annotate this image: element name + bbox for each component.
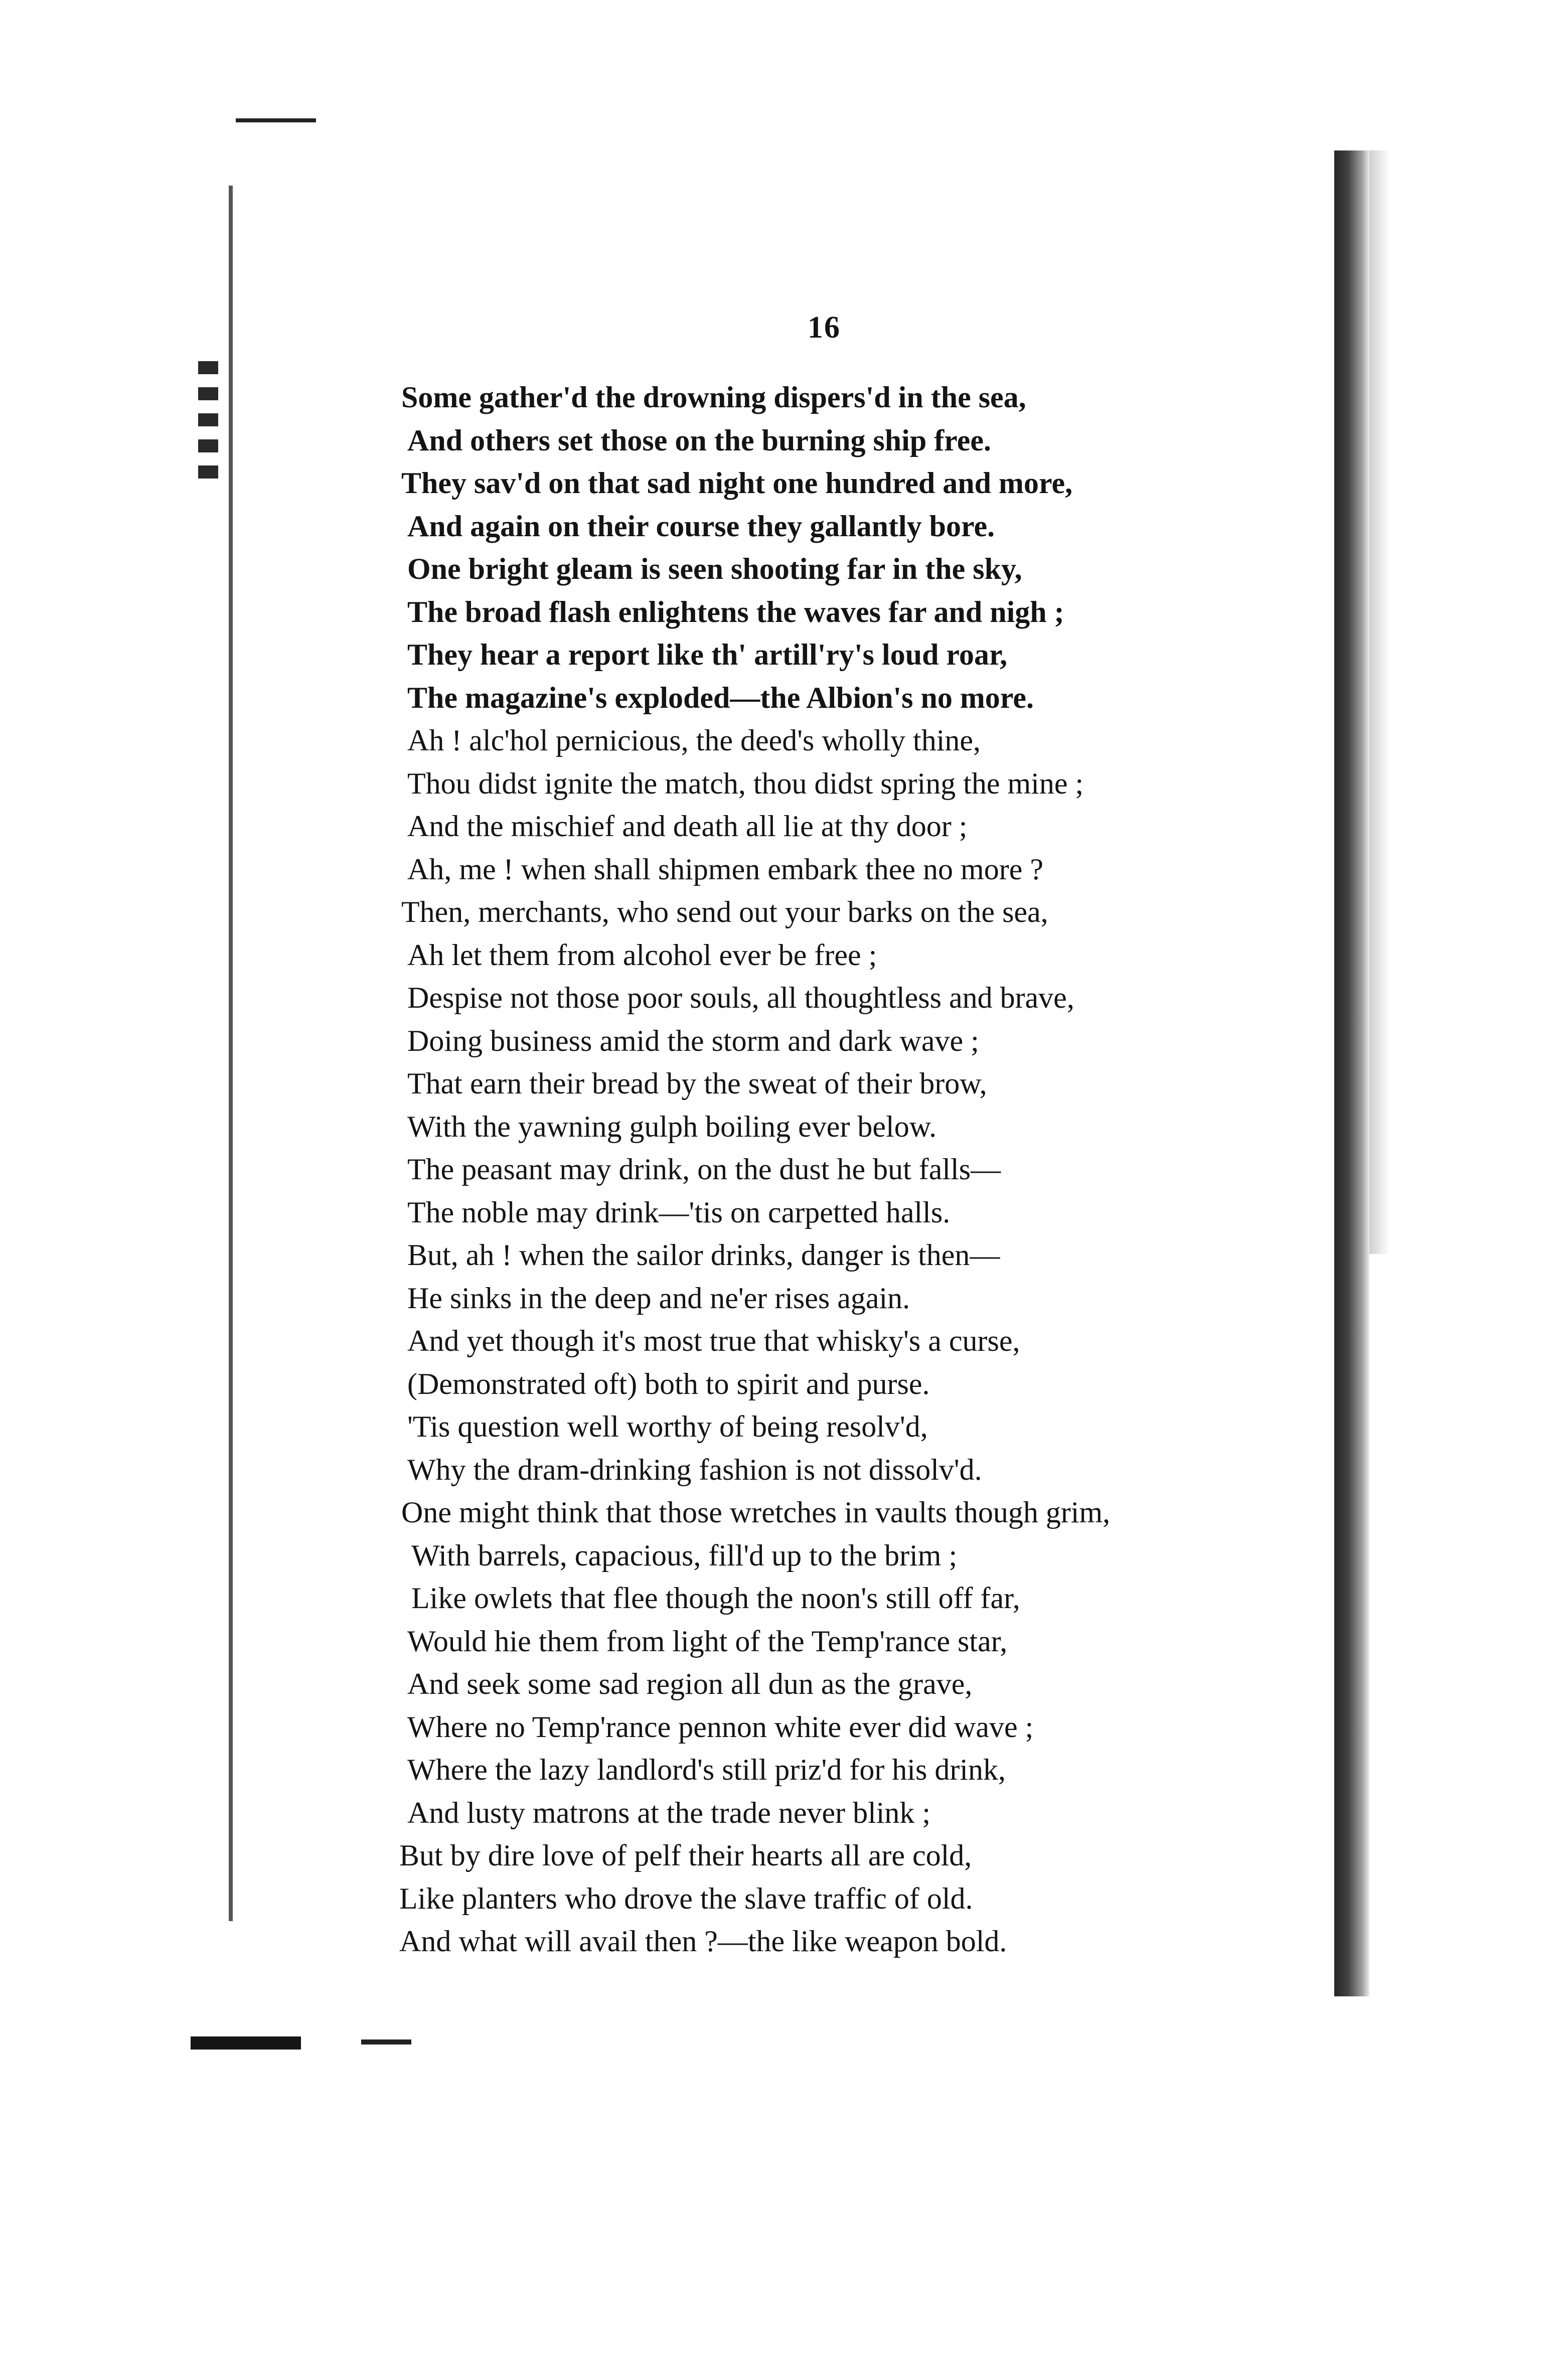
poem-line: That earn their bread by the sweat of their brow, [407,1067,987,1100]
poem-line: One might think that those wretches in vaults though grim, [401,1496,1111,1529]
poem-line: Ah, me ! when shall shipmen embark thee no more ? [407,852,1043,886]
scan-edge-right-fade [1369,150,1389,1254]
poem-line: Then, merchants, who send out your barks on the sea, [401,895,1048,928]
poem-line: One bright gleam is seen shooting far in the sky, [407,552,1022,585]
poem-line: The broad flash enlightens the waves far and nigh ; [407,595,1064,628]
poem-line: They sav'd on that sad night one hundred and more, [401,466,1073,500]
poem-line: 'Tis question well worthy of being resolv'd, [407,1410,928,1443]
poem-line: Thou didst ignite the match, thou didst spring the mine ; [407,766,1084,800]
scan-edge-left [229,186,233,1921]
poem-line: (Demonstrated oft) both to spirit and purse. [407,1367,930,1400]
poem-line: And lusty matrons at the trade never blink ; [407,1796,931,1829]
poem-line: And seek some sad region all dun as the grave, [407,1667,973,1700]
poem-line: Some gather'd the drowning dispers'd in the sea, [401,381,1026,414]
poem-line: With the yawning gulph boiling ever below. [407,1110,937,1143]
poem-line: Ah ! alc'hol pernicious, the deed's wholly thine, [407,724,981,757]
poem-line: And the mischief and death all lie at thy door ; [407,810,968,843]
poem-line: Would hie them from light of the Temp'rance star, [407,1624,1008,1658]
poem-line: And again on their course they gallantly bore. [407,509,995,543]
scan-edge-bottom-mark [361,2039,411,2045]
poem-line: But, ah ! when the sailor drinks, danger is then— [407,1238,1000,1272]
poem-line: The magazine's exploded—the Albion's no more. [407,681,1034,714]
poem-line: And what will avail then ?—the like weapon bold. [399,1925,1007,1958]
poem-line: And yet though it's most true that whisky's a curse, [407,1324,1020,1357]
poem-line: They hear a report like th' artill'ry's loud roar, [407,638,1008,671]
poem-line: The noble may drink—'tis on carpetted halls. [407,1195,951,1229]
poem-line: Like owlets that flee though the noon's still off far, [411,1582,1020,1615]
scan-edge-left-marks [198,361,218,482]
poem-line: And others set those on the burning ship free. [407,423,991,457]
poem-line: Where no Temp'rance pennon white ever did wave ; [407,1710,1034,1744]
poem-line: Where the lazy landlord's still priz'd for his drink, [407,1753,1006,1786]
poem-text [401,376,1284,1963]
scan-edge-top [236,118,316,122]
poem-line: The peasant may drink, on the dust he but falls— [407,1153,1001,1186]
poem-line: Ah let them from alcohol ever be free ; [407,938,877,972]
scan-edge-right [1334,150,1369,1996]
page-number: 16 [808,310,841,345]
poem-line: But by dire love of pelf their hearts all are cold, [399,1839,972,1872]
poem-line: With barrels, capacious, fill'd up to the brim ; [411,1538,958,1572]
poem-line: Why the dram-drinking fashion is not dissolv'd. [407,1453,982,1486]
poem-line: Like planters who drove the slave traffic of old. [399,1881,973,1915]
poem-line: He sinks in the deep and ne'er rises again. [407,1281,910,1315]
poem-line: Doing business amid the storm and dark wave ; [407,1024,979,1057]
scan-edge-bottom [191,2036,301,2050]
poem-line: Despise not those poor souls, all thoughtless and brave, [407,981,1074,1014]
